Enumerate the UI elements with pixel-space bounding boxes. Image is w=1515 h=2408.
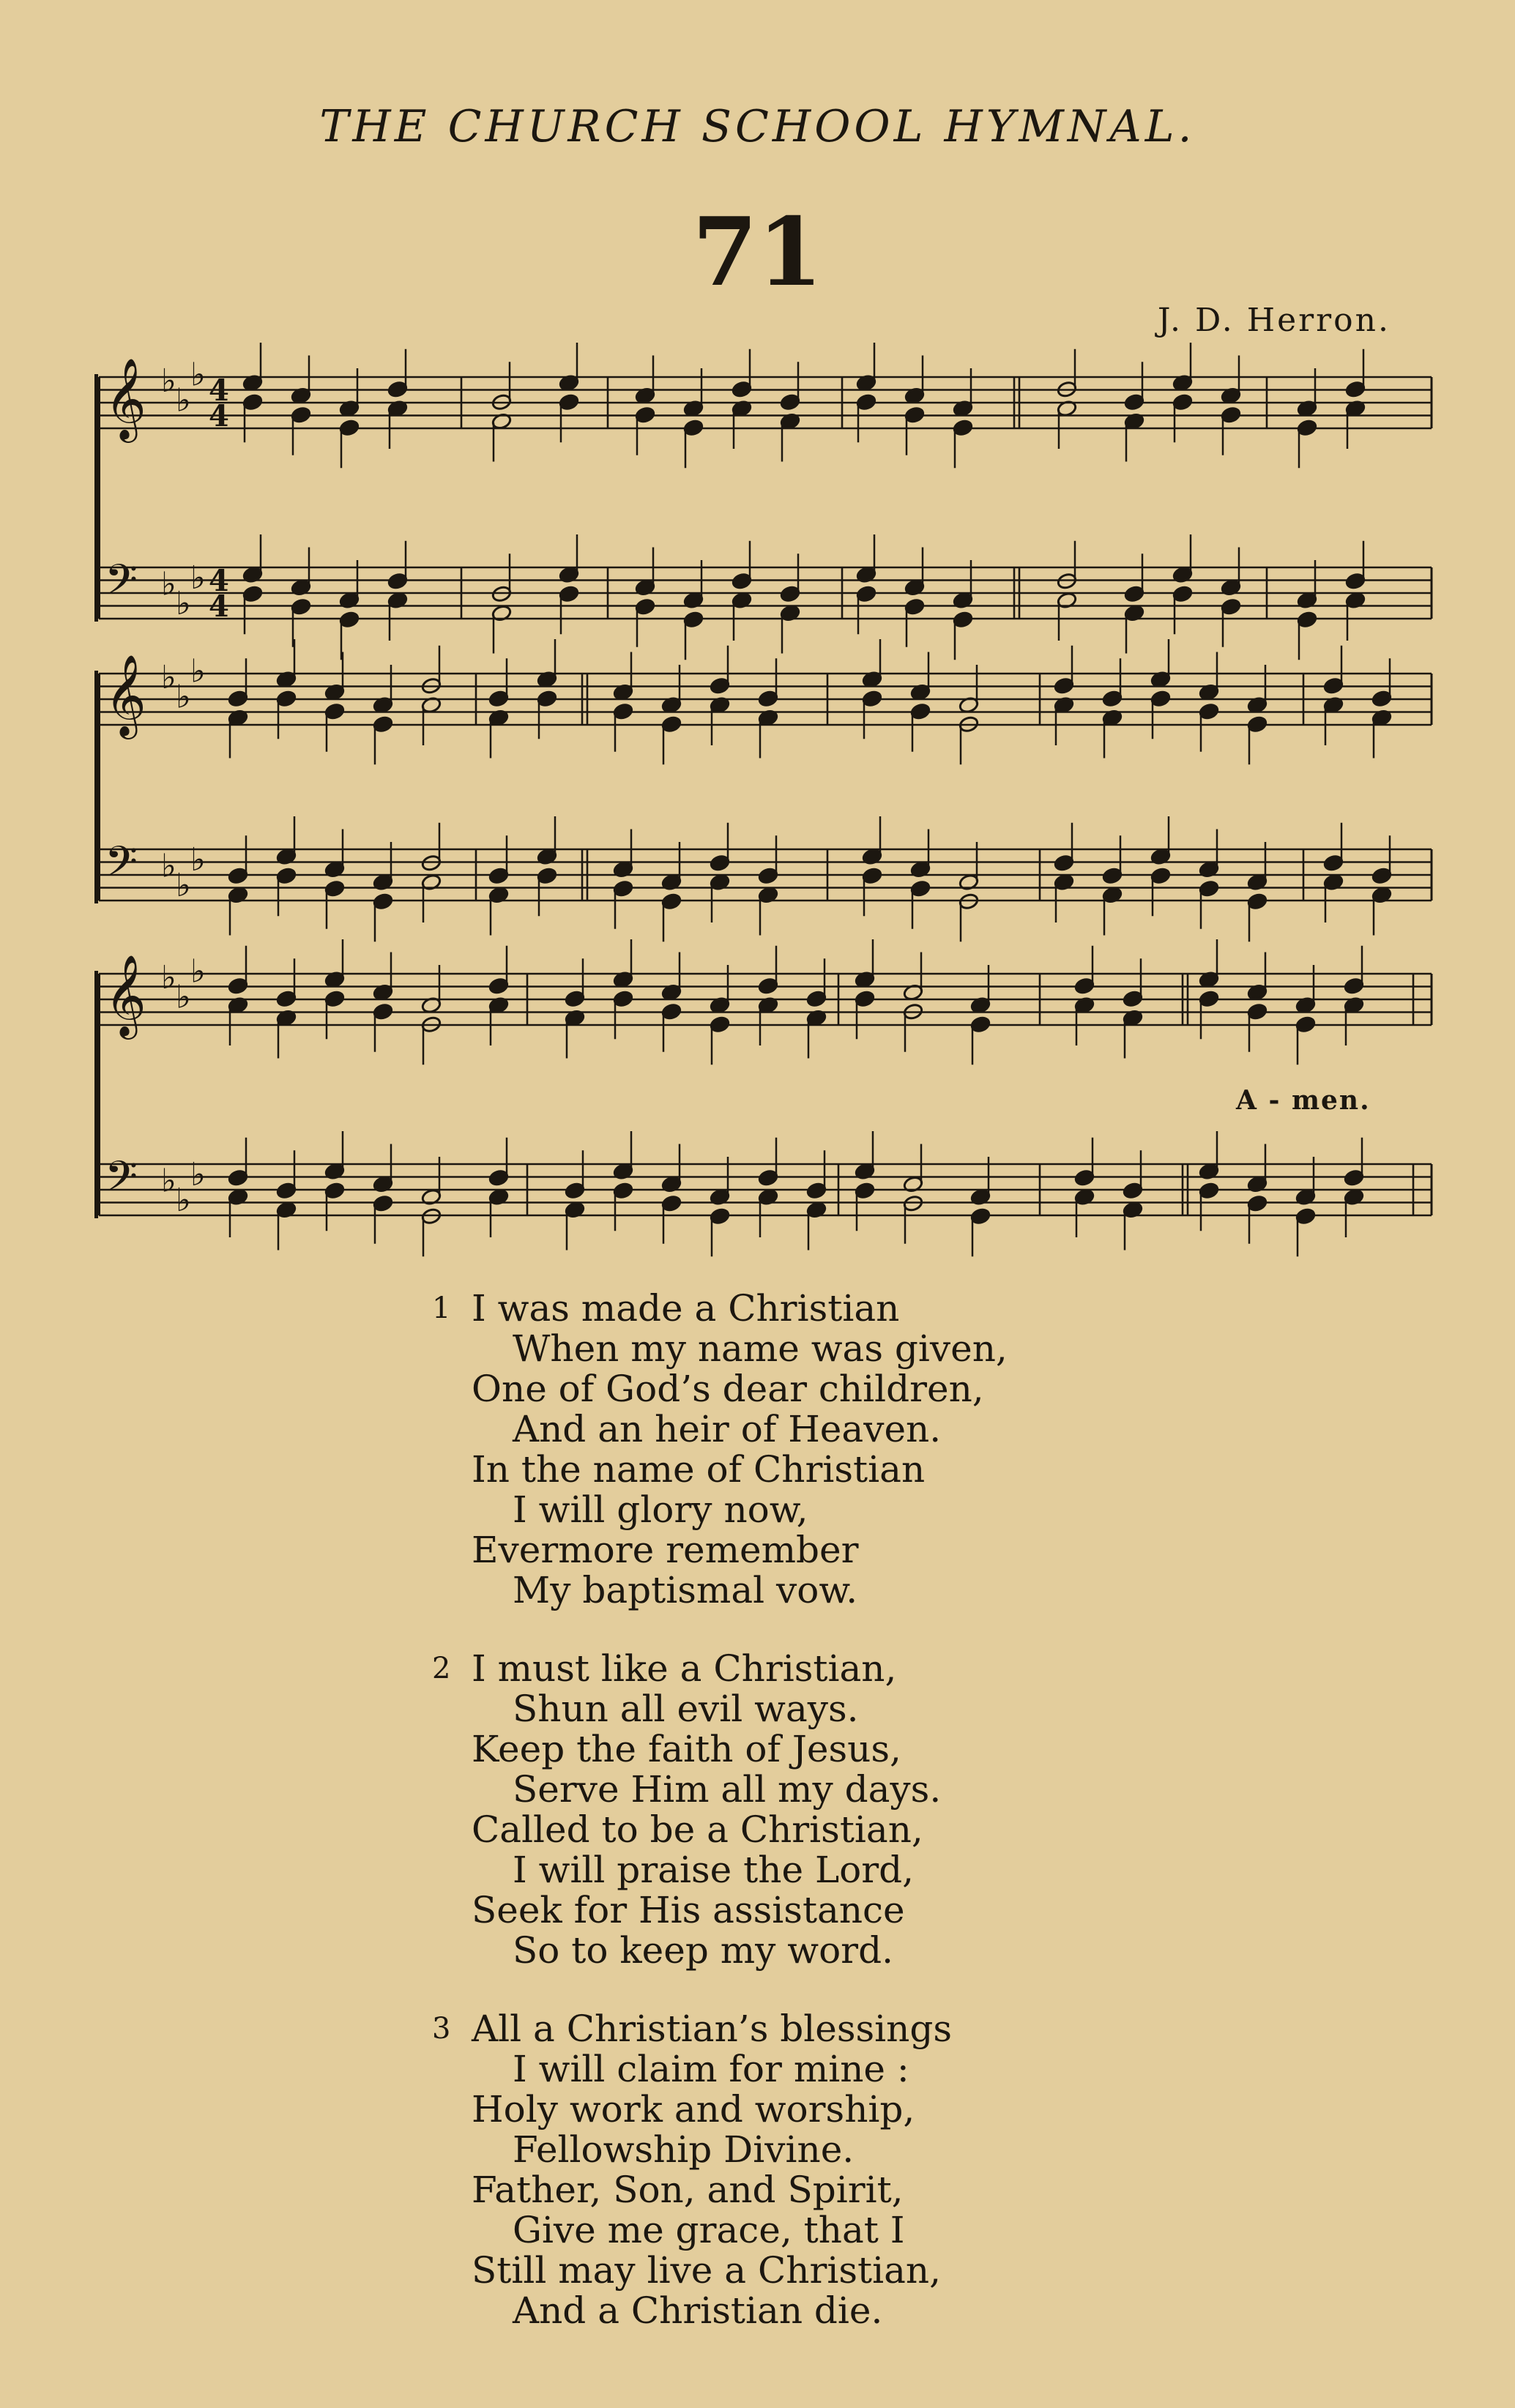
- verse-line: When my name was given,: [513, 1327, 1008, 1370]
- verse-1: [432, 1289, 1164, 1611]
- verse-line: Still may live a Christian,: [472, 2249, 941, 2292]
- verse-line: I will praise the Lord,: [513, 1849, 915, 1891]
- flat-icon: ♭: [176, 866, 191, 904]
- composer-credit: J. D. Herron.: [1157, 302, 1391, 339]
- flat-icon: ♭: [161, 565, 176, 603]
- flat-icon: ♭: [190, 840, 206, 879]
- verse-line: Father, Son, and Spirit,: [472, 2169, 904, 2211]
- verse-line: I must like a Christian,: [472, 1647, 897, 1690]
- bass-clef-icon: 𝄢: [105, 1152, 138, 1212]
- verse-line: All a Christian’s blessings: [472, 2008, 953, 2050]
- verse-line: Shun all evil ways.: [513, 1688, 859, 1730]
- flat-icon: ♭: [176, 678, 191, 716]
- time-signature: 4: [209, 564, 229, 598]
- flat-icon: ♭: [161, 959, 176, 996]
- flat-icon: ♭: [176, 584, 191, 622]
- verse-line: Evermore remember: [472, 1529, 859, 1571]
- flat-icon: ♭: [161, 1162, 176, 1200]
- verse-line: Fellowship Divine.: [513, 2128, 855, 2171]
- verse-number: 2: [432, 1652, 451, 1685]
- time-signature: 4: [209, 373, 229, 408]
- running-title: THE CHURCH SCHOOL HYMNAL.: [319, 101, 1196, 152]
- verse-line: Give me grace, that I: [513, 2209, 905, 2251]
- verse-line: And an heir of Heaven.: [513, 1408, 942, 1450]
- verse-line: Called to be a Christian,: [472, 1808, 923, 1851]
- verse-line: I was made a Christian: [472, 1287, 900, 1330]
- treble-clef-icon: 𝄞: [105, 954, 146, 1036]
- bass-clef-icon: 𝄢: [105, 555, 138, 615]
- verse-line: And a Christian die.: [513, 2289, 883, 2332]
- treble-clef-icon: 𝄞: [105, 654, 146, 736]
- flat-icon: ♭: [161, 659, 176, 696]
- flat-icon: ♭: [176, 978, 191, 1016]
- flat-icon: ♭: [190, 953, 206, 991]
- verse-line: Seek for His assistance: [472, 1889, 905, 1931]
- treble-clef-icon: 𝄞: [105, 357, 146, 439]
- time-signature: 4: [209, 589, 229, 624]
- system-brace: [94, 971, 98, 1218]
- verse-line: Holy work and worship,: [472, 2088, 915, 2131]
- flat-icon: ♭: [190, 559, 206, 597]
- amen-label: A - men.: [1236, 1085, 1371, 1116]
- flat-icon: ♭: [176, 381, 191, 420]
- flat-icon: ♭: [161, 362, 176, 400]
- verses: [432, 1289, 1164, 2369]
- verse-number: 1: [432, 1291, 451, 1325]
- verse-line: Serve Him all my days.: [513, 1768, 942, 1811]
- verse-line: In the name of Christian: [472, 1448, 926, 1491]
- flat-icon: ♭: [161, 847, 176, 885]
- flat-icon: ♭: [190, 1155, 206, 1193]
- verse-number: 3: [432, 2012, 451, 2046]
- verse-line: I will glory now,: [513, 1488, 808, 1531]
- system-brace: [94, 374, 98, 622]
- hymn-number: 71: [692, 198, 823, 307]
- flat-icon: ♭: [176, 1181, 191, 1219]
- verse-line: I will claim for mine :: [513, 2048, 909, 2090]
- flat-icon: ♭: [190, 356, 206, 394]
- verse-2: [432, 1649, 1164, 1971]
- verse-line: So to keep my word.: [513, 1929, 893, 1972]
- verse-line: One of God’s dear children,: [472, 1368, 984, 1410]
- verse-3: [432, 2009, 1164, 2331]
- time-signature: 4: [209, 399, 229, 433]
- verse-line: Keep the faith of Jesus,: [472, 1728, 901, 1770]
- bass-clef-icon: 𝄢: [105, 837, 138, 897]
- verse-line: My baptismal vow.: [513, 1569, 858, 1611]
- system-brace: [94, 671, 98, 903]
- flat-icon: ♭: [190, 652, 206, 690]
